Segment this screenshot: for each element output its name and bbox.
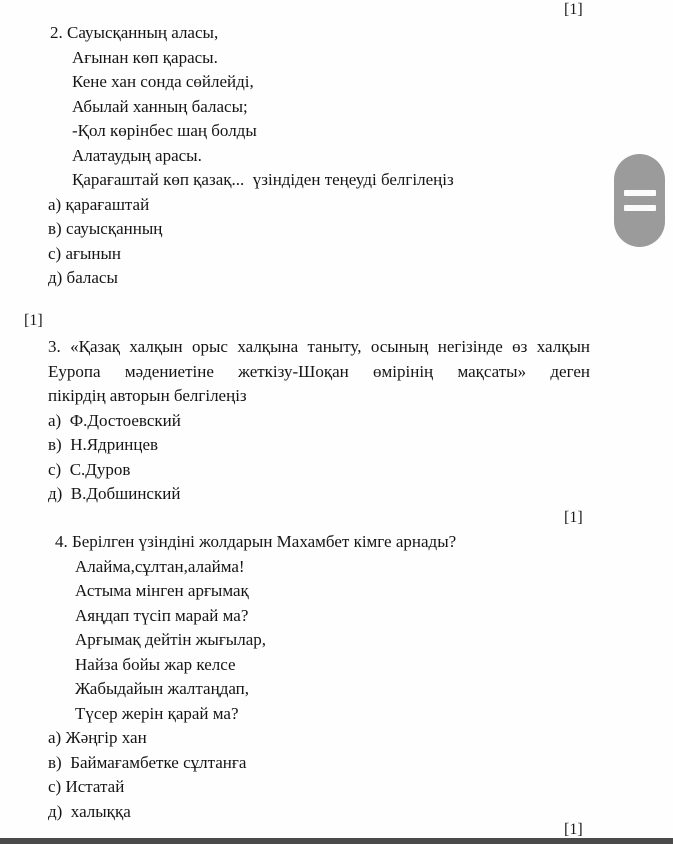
question-line: -Қол көрінбес шаң болды: [72, 121, 257, 140]
question-line: Жабыдайын жалтаңдап,: [75, 679, 250, 698]
question-line: Аяңдап түсіп марай ма?: [75, 605, 249, 625]
hamburger-bar: [624, 205, 656, 211]
option-row: д) баласы: [48, 268, 118, 287]
question-line: Ағынан көп қарасы.: [72, 47, 218, 67]
option-row: а) қарағаштай: [48, 194, 150, 214]
hamburger-bar: [624, 190, 656, 196]
score-mark: [1]: [564, 1, 583, 18]
question-line: Қарағаштай көп қазақ... үзіндіден теңеуді белгілеңіз: [72, 170, 454, 189]
question-block-2: [48, 21, 608, 291]
question-line: Арғымақ дейтін жығылар,: [75, 630, 267, 649]
question-line: 4. Берілген үзіндіні жолдарын Махамбет кімге арнады?: [55, 532, 457, 551]
score-mark: [1]: [564, 821, 583, 838]
question-line: Түсер жерін қарай ма?: [75, 703, 239, 723]
page-bottom-edge: [0, 838, 673, 844]
question-line: Кене хан сонда сөйлейді,: [72, 72, 254, 91]
option-row: д) В.Добшинский: [48, 484, 181, 503]
hamburger-icon: [624, 190, 656, 211]
menu-button[interactable]: [614, 154, 665, 247]
option-row: с) С.Дуров: [48, 459, 131, 479]
question-line: Алатаудың арасы.: [72, 145, 202, 165]
question-line: Еуропа мәдениетіне жеткізу-Шоқан өмірінің мақсаты» деген: [48, 361, 590, 381]
option-row: а) Ф.Достоевский: [48, 410, 181, 430]
question-line: Алайма,сұлтан,алайма!: [75, 556, 245, 576]
question-line: 2. Сауысқанның аласы,: [50, 23, 219, 42]
option-row: д) халыққа: [48, 801, 131, 821]
question-block-4: [48, 530, 608, 824]
question-line: 3. «Қазақ халқын орыс халқына таныту, осының негізінде өз халқын: [48, 337, 590, 356]
score-mark: [1]: [24, 312, 43, 329]
option-row: в) Баймағамбетке сұлтанға: [48, 752, 247, 772]
option-row: в) Н.Ядринцев: [48, 435, 159, 454]
question-line: Абылай ханның баласы;: [72, 96, 248, 116]
question-line: пікірдің авторын белгілеңіз: [48, 386, 247, 405]
question-line: Найза бойы жар келсе: [75, 654, 236, 674]
option-row: с) ағынын: [48, 243, 122, 263]
option-row: с) Истатай: [48, 777, 125, 796]
score-mark: [1]: [564, 509, 583, 526]
question-block-3: [48, 335, 590, 507]
option-row: в) сауысқанның: [48, 219, 163, 238]
option-row: а) Жәңгір хан: [48, 728, 147, 747]
question-line: Астыма мінген арғымақ: [75, 581, 249, 600]
